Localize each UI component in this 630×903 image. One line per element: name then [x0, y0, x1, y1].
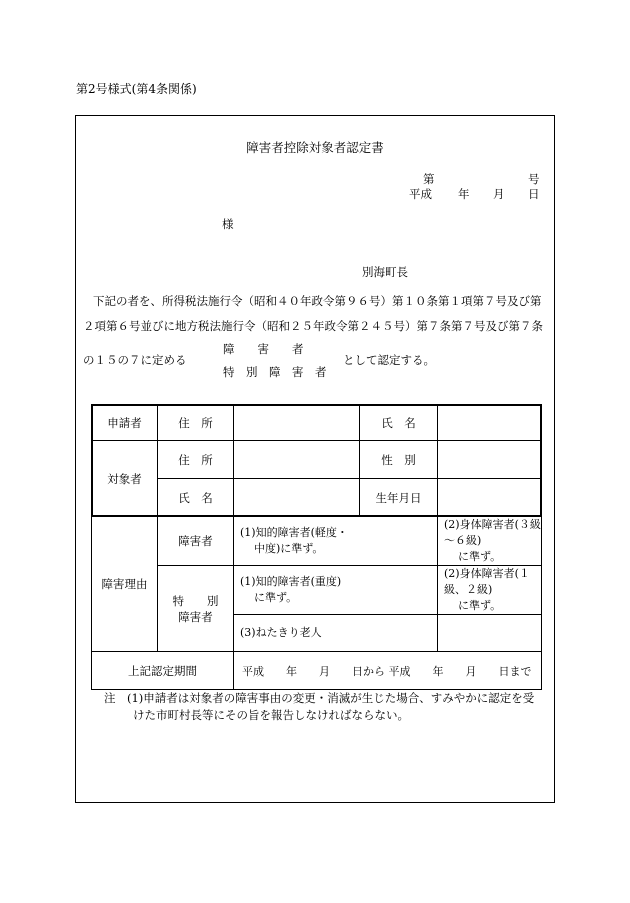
special-option-2-line-1: (2)身体障害者(１級、２級): [444, 567, 530, 596]
special-disabled-label-line-2: 障害者: [178, 609, 213, 624]
body-line-2: ２項第６号並びに地方税法施行令（昭和２５年政令第２４５号）第７条第７号及び第７条: [83, 319, 543, 333]
form-label: 第2号様式(第4条関係): [76, 82, 197, 96]
note-line-1-text: (1)申請者は対象者の障害事由の変更・消滅が生じた場合、すみやかに認定を受: [127, 691, 535, 705]
disabled-option-2-line-1: (2)身体障害者(３級～６級): [444, 518, 541, 547]
subject-gender-field[interactable]: [438, 441, 542, 479]
period-label: 上記認定期間: [92, 652, 234, 690]
applicant-name-label: 氏 名: [360, 405, 438, 441]
issuer: 別海町長: [362, 265, 408, 279]
special-option-3[interactable]: (3)ねたきり老人: [234, 615, 438, 652]
special-disabled-label: [158, 566, 234, 652]
body-line-3-suffix: として認定する。: [343, 353, 435, 367]
disabled-option-2[interactable]: [438, 517, 542, 566]
special-disabled-label-line-1: 特 別: [172, 593, 219, 608]
disabled-option-1-line-2: 中度)に準ず。: [254, 542, 324, 555]
applicant-address-label: 住 所: [158, 405, 234, 441]
date-day: 日: [528, 187, 540, 201]
special-option-2[interactable]: [438, 566, 542, 615]
disabled-label: 障害者: [158, 517, 234, 566]
special-option-1-line-2: に準ず。: [254, 591, 298, 604]
document-title: 障害者控除対象者認定書: [246, 140, 384, 155]
special-option-1-line-1: (1)知的障害者(重度): [240, 575, 342, 588]
subject-name-label: 氏 名: [158, 479, 234, 517]
disabled-option-1-line-1: (1)知的障害者(軽度・: [240, 526, 348, 539]
number-prefix: 第: [423, 172, 435, 186]
body-line-3-prefix: の１５の７に定める: [83, 353, 187, 367]
note: [104, 690, 544, 724]
note-label: 注: [104, 691, 116, 705]
body-line-1: 下記の者を、所得税法施行令（昭和４０年政令第９６号）第１０条第１項第７号及び第: [93, 294, 542, 308]
date-year: 年: [458, 187, 470, 201]
date-month: 月: [493, 187, 505, 201]
special-option-blank: [438, 615, 542, 652]
applicant-address-field[interactable]: [234, 405, 360, 441]
subject-address-label: 住 所: [158, 441, 234, 479]
option-disabled: 障 害 者: [223, 342, 304, 356]
subject-address-field[interactable]: [234, 441, 360, 479]
note-line-2: けた市町村長等にその旨を報告しなければならない。: [133, 708, 409, 722]
note-line-1: [104, 690, 544, 707]
number-suffix: 号: [528, 172, 540, 186]
certification-table: [91, 404, 542, 690]
subject-gender-label: 性 別: [360, 441, 438, 479]
special-option-1[interactable]: [234, 566, 438, 615]
disabled-option-1[interactable]: [234, 517, 438, 566]
special-option-2-line-2: に準ず。: [458, 599, 502, 612]
addressee-suffix: 様: [222, 217, 234, 231]
applicant-name-field[interactable]: [438, 405, 542, 441]
subject-name-field[interactable]: [234, 479, 360, 517]
reason-label: 障害理由: [92, 517, 158, 652]
date-era: 平成: [409, 187, 432, 201]
subject-birthdate-label: 生年月日: [360, 479, 438, 517]
disabled-option-2-line-2: に準ず。: [458, 550, 502, 563]
option-special-disabled: 特 別 障 害 者: [223, 365, 327, 379]
period-value[interactable]: 平成 年 月 日から 平成 年 月 日まで: [234, 652, 542, 690]
applicant-label: 申請者: [92, 405, 158, 441]
subject-birthdate-field[interactable]: [438, 479, 542, 517]
subject-label: 対象者: [92, 441, 158, 517]
